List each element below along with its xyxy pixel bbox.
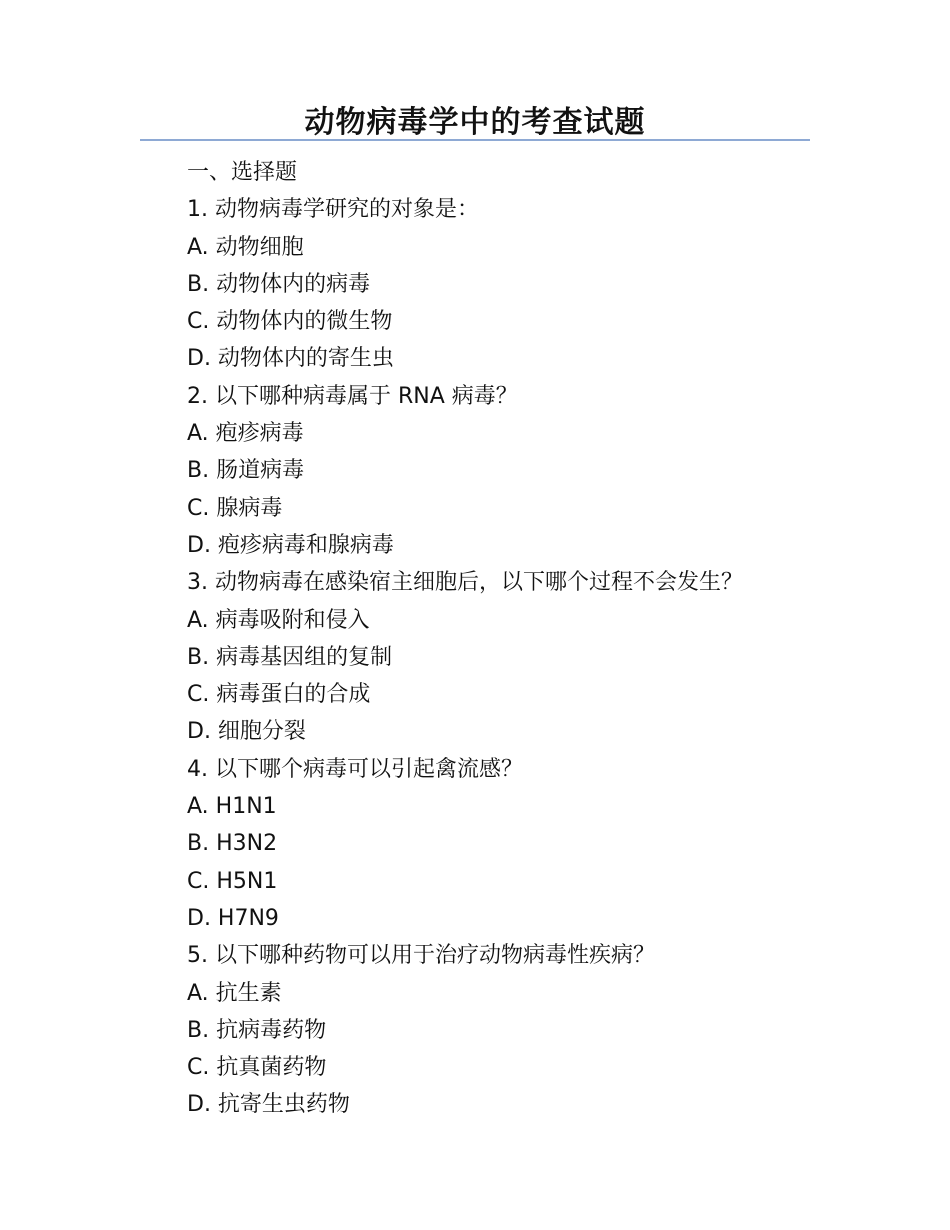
question-stem: 2. 以下哪种病毒属于 RNA 病毒？ [187, 383, 518, 409]
answer-option-b: B. H3N2 [187, 831, 278, 857]
answer-option-d: D. H7N9 [187, 905, 279, 931]
answer-option-b: B. 病毒基因组的复制 [187, 644, 393, 670]
question-5 [187, 937, 827, 1123]
question-stem: 3. 动物病毒在感染宿主细胞后，以下哪个过程不会发生？ [187, 570, 743, 596]
document-title: 动物病毒学中的考查试题 [304, 105, 646, 140]
answer-option-b: B. 抗病毒药物 [187, 1017, 327, 1043]
answer-option-c: C. 病毒蛋白的合成 [187, 682, 371, 708]
answer-option-d: D. 动物体内的寄生虫 [187, 346, 394, 372]
answer-option-d: D. 细胞分裂 [187, 719, 306, 745]
answer-option-a: A. 抗生素 [187, 980, 282, 1006]
question-3 [187, 564, 827, 750]
answer-option-c: C. 抗真菌药物 [187, 1055, 327, 1081]
answer-option-c: C. 腺病毒 [187, 495, 283, 521]
question-stem: 5. 以下哪种药物可以用于治疗动物病毒性疾病？ [187, 943, 655, 969]
question-stem: 1. 动物病毒学研究的对象是： [187, 197, 479, 223]
question-4 [187, 751, 827, 937]
answer-option-a: A. 病毒吸附和侵入 [187, 607, 370, 633]
document-body [187, 154, 827, 1124]
answer-option-a: A. 疱疹病毒 [187, 421, 304, 447]
question-2 [187, 378, 827, 564]
section-heading: 一、选择题 [187, 160, 298, 185]
answer-option-a: A. 动物细胞 [187, 234, 304, 260]
title-underline [140, 139, 810, 141]
answer-option-c: C. 动物体内的微生物 [187, 309, 393, 335]
answer-option-c: C. H5N1 [187, 868, 278, 894]
question-stem: 4. 以下哪个病毒可以引起禽流感？ [187, 756, 523, 782]
answer-option-a: A. H1N1 [187, 794, 277, 820]
answer-option-d: D. 抗寄生虫药物 [187, 1092, 350, 1118]
answer-option-b: B. 肠道病毒 [187, 458, 305, 484]
answer-option-d: D. 疱疹病毒和腺病毒 [187, 532, 394, 558]
question-1 [187, 191, 827, 377]
answer-option-b: B. 动物体内的病毒 [187, 271, 371, 297]
